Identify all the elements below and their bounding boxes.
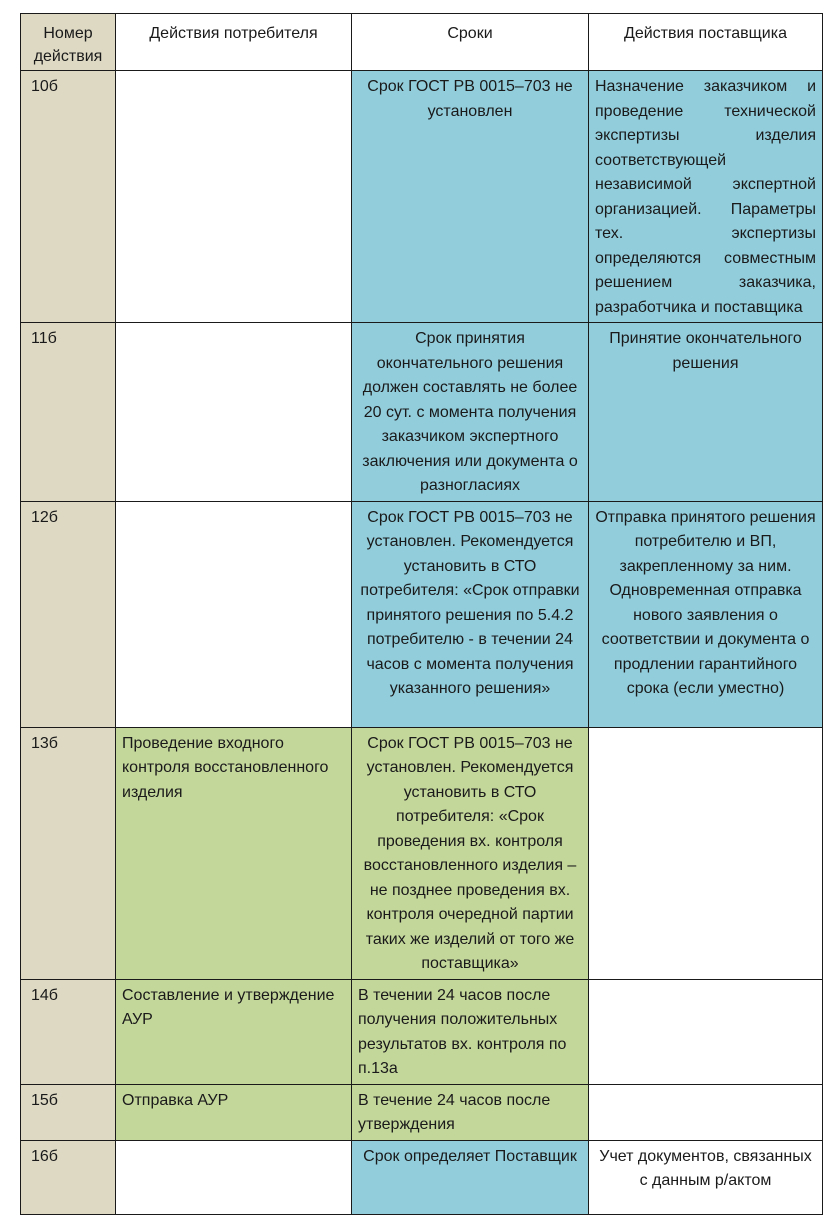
row-deadline: Срок ГОСТ РВ 0015–703 не установлен. Рекомендуется установить в СТО потребителя: «Срок отправки принятого решения по 5.4.2 потребителю - в течении 24 часов с момента получения указанного решения» (352, 501, 589, 727)
header-deadlines: Сроки (352, 14, 589, 71)
row-deadline: В течении 24 часов после получения положительных результатов вх. контроля по п.13а (352, 979, 589, 1084)
row-supplier: Принятие окончательного решения (589, 323, 823, 502)
row-consumer (116, 501, 352, 727)
header-supplier: Действия поставщика (589, 14, 823, 71)
actions-table (20, 13, 823, 1215)
row-number: 16б (21, 1140, 116, 1214)
row-number: 13б (21, 727, 116, 979)
row-supplier: Учет документов, связанных с данным р/актом (589, 1140, 823, 1214)
row-supplier (589, 979, 823, 1084)
table-row (21, 501, 823, 727)
row-supplier (589, 1084, 823, 1140)
row-deadline: Срок принятия окончательного решения должен составлять не более 20 сут. с момента получения заказчиком экспертного заключения или документа о разногласиях (352, 323, 589, 502)
table-row (21, 727, 823, 979)
table-row (21, 71, 823, 323)
row-supplier: Отправка принятого решения потребителю и ВП, закрепленному за ним. Одновременная отправка нового заявления о соответствии и документа о продлении гарантийного срока (если уместно) (589, 501, 823, 727)
table-row (21, 1084, 823, 1140)
row-consumer (116, 71, 352, 323)
row-number: 12б (21, 501, 116, 727)
row-consumer: Составление и утверждение АУР (116, 979, 352, 1084)
row-consumer: Проведение входного контроля восстановленного изделия (116, 727, 352, 979)
row-deadline: Срок ГОСТ РВ 0015–703 не установлен (352, 71, 589, 323)
table-row (21, 323, 823, 502)
row-supplier: Назначение заказчиком и проведение технической экспертизы изделия соответствующей независимой экспертной организацией. Параметры тех. экспертизы определяются совместным решением заказчика, разработчика и поставщика (589, 71, 823, 323)
row-number: 11б (21, 323, 116, 502)
table-row (21, 1140, 823, 1214)
row-consumer (116, 1140, 352, 1214)
header-row (21, 14, 823, 71)
row-consumer: Отправка АУР (116, 1084, 352, 1140)
table-row (21, 979, 823, 1084)
row-supplier (589, 727, 823, 979)
row-number: 15б (21, 1084, 116, 1140)
header-consumer: Действия потребителя (116, 14, 352, 71)
row-deadline: В течение 24 часов после утверждения (352, 1084, 589, 1140)
row-number: 14б (21, 979, 116, 1084)
row-number: 10б (21, 71, 116, 323)
row-consumer (116, 323, 352, 502)
header-number: Номер действия (21, 14, 116, 71)
row-deadline: Срок определяет Поставщик (352, 1140, 589, 1214)
row-deadline: Срок ГОСТ РВ 0015–703 не установлен. Рекомендуется установить в СТО потребителя: «Срок проведения вх. контроля восстановленного изделия – не позднее проведения вх. контроля очередной партии таких же изделий от того же поставщика» (352, 727, 589, 979)
